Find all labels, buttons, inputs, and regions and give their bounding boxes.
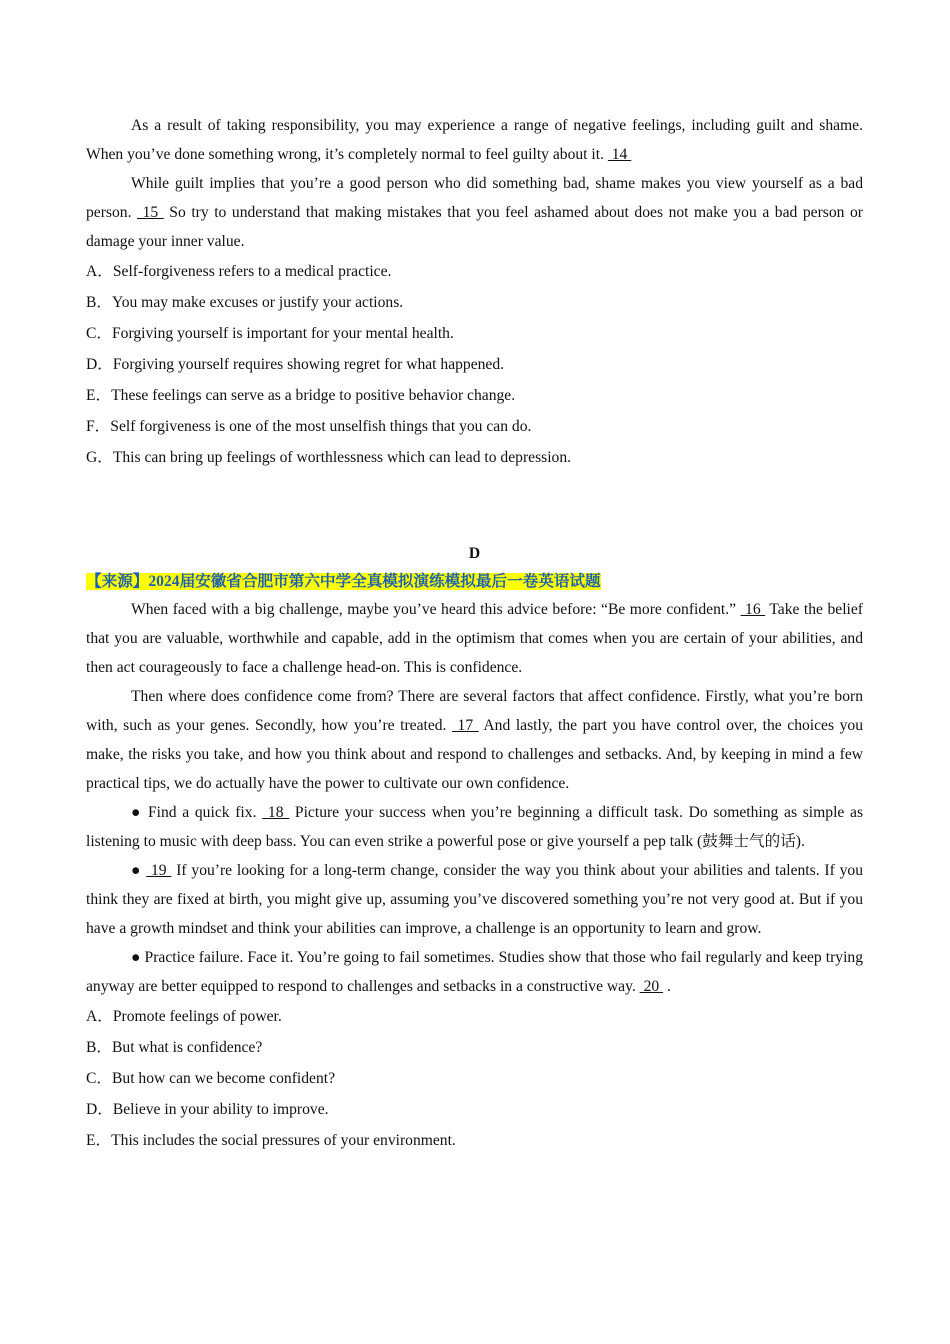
paragraph-text: ● Find a quick fix. <box>131 804 263 821</box>
blank-15: 15 <box>137 204 164 221</box>
paragraph-c1 <box>86 111 863 169</box>
option-d: D．Believe in your ability to improve. <box>86 1101 329 1118</box>
paragraph-d3 <box>86 798 863 856</box>
paragraph-text: . <box>663 978 671 995</box>
option-a: A．Self-forgiveness refers to a medical practice. <box>86 263 392 280</box>
paragraph-text: So try to understand that making mistakes that you feel ashamed about does not make you a bad person or damage your inner value. <box>86 204 864 250</box>
paragraph-d4 <box>86 856 863 943</box>
option-e: E．This includes the social pressures of your environment. <box>86 1132 456 1149</box>
options-list-c <box>86 256 863 473</box>
blank-20: 20 <box>639 978 664 995</box>
paragraph-text: Then where does confidence come from? There are several factors that affect confidence. Firstly, what you’re born with, such as your genes. Secondly, how you’re treated. <box>86 688 863 734</box>
paragraph-d2 <box>86 682 863 798</box>
section-heading: D <box>468 545 481 562</box>
blank-18: 18 <box>262 804 290 821</box>
paragraph-text: If you’re looking for a long-term change, consider the way you think about your abilities and talents. If you think they are fixed at birth, you might give up, assuming you’ve discovered something you’re not very good at. But if you have a growth mindset and think your abilities can improve, a challenge is an opportunity to learn and grow. <box>86 862 864 937</box>
source-label: 【来源】2024届安徽省合肥市第六中学全真模拟演练模拟最后一卷英语试题 <box>86 573 601 590</box>
source-line <box>86 569 863 595</box>
paragraph-text: Picture your success when you’re beginning a difficult task. Do something as simple as listening to music with deep bass. You can even strike a powerful pose or give yourself a pep talk (鼓舞士气的话). <box>86 804 864 850</box>
option-d: D．Forgiving yourself requires showing regret for what happened. <box>86 356 505 373</box>
blank-19: 19 <box>146 862 172 879</box>
paragraph-d1 <box>86 595 863 682</box>
paragraph-text: While guilt implies that you’re a good person who did something bad, shame makes you view yourself as a bad person. <box>86 175 863 221</box>
blank-16: 16 <box>740 601 766 618</box>
option-f: F．Self forgiveness is one of the most unselfish things that you can do. <box>86 418 532 435</box>
paragraph-text: When faced with a big challenge, maybe you’ve heard this advice before: “Be more confident.” <box>131 601 741 618</box>
paragraph-text: As a result of taking responsibility, you may experience a range of negative feelings, including guilt and shame. When you’ve done something wrong, it’s completely normal to feel guilty about it. <box>86 117 863 163</box>
page-content <box>86 111 863 1156</box>
option-c: C．Forgiving yourself is important for your mental health. <box>86 325 454 342</box>
paragraph-d5 <box>86 943 863 1001</box>
option-b: B．You may make excuses or justify your actions. <box>86 294 404 311</box>
blank-14: 14 <box>607 146 632 163</box>
paragraph-text: Take the belief that you are valuable, worthwhile and capable, add in the optimism that comes when you are certain of your abilities, and then act courageously to face a challenge head-on. This is confidence. <box>86 601 863 676</box>
section-spacer <box>86 473 863 539</box>
paragraph-text: ● <box>131 862 147 879</box>
paragraph-text: And lastly, the part you have control over, the choices you make, the risks you take, and how you think about and respond to challenges and setbacks. And, by keeping in mind a few practical tips, we do actually have the power to cultivate our own confidence. <box>86 717 863 792</box>
option-c: C．But how can we become confident? <box>86 1070 335 1087</box>
option-a: A．Promote feelings of power. <box>86 1008 282 1025</box>
option-b: B．But what is confidence? <box>86 1039 263 1056</box>
options-list-d <box>86 1001 863 1156</box>
paragraph-text: ● Practice failure. Face it. You’re going to fail sometimes. Studies show that those who fail regularly and keep trying anyway are better equipped to respond to challenges and setbacks in a constructive way. <box>86 949 863 995</box>
option-e: E．These feelings can serve as a bridge to positive behavior change. <box>86 387 516 404</box>
option-g: G．This can bring up feelings of worthlessness which can lead to depression. <box>86 449 572 466</box>
paragraph-c2 <box>86 169 863 256</box>
blank-17: 17 <box>452 717 479 734</box>
